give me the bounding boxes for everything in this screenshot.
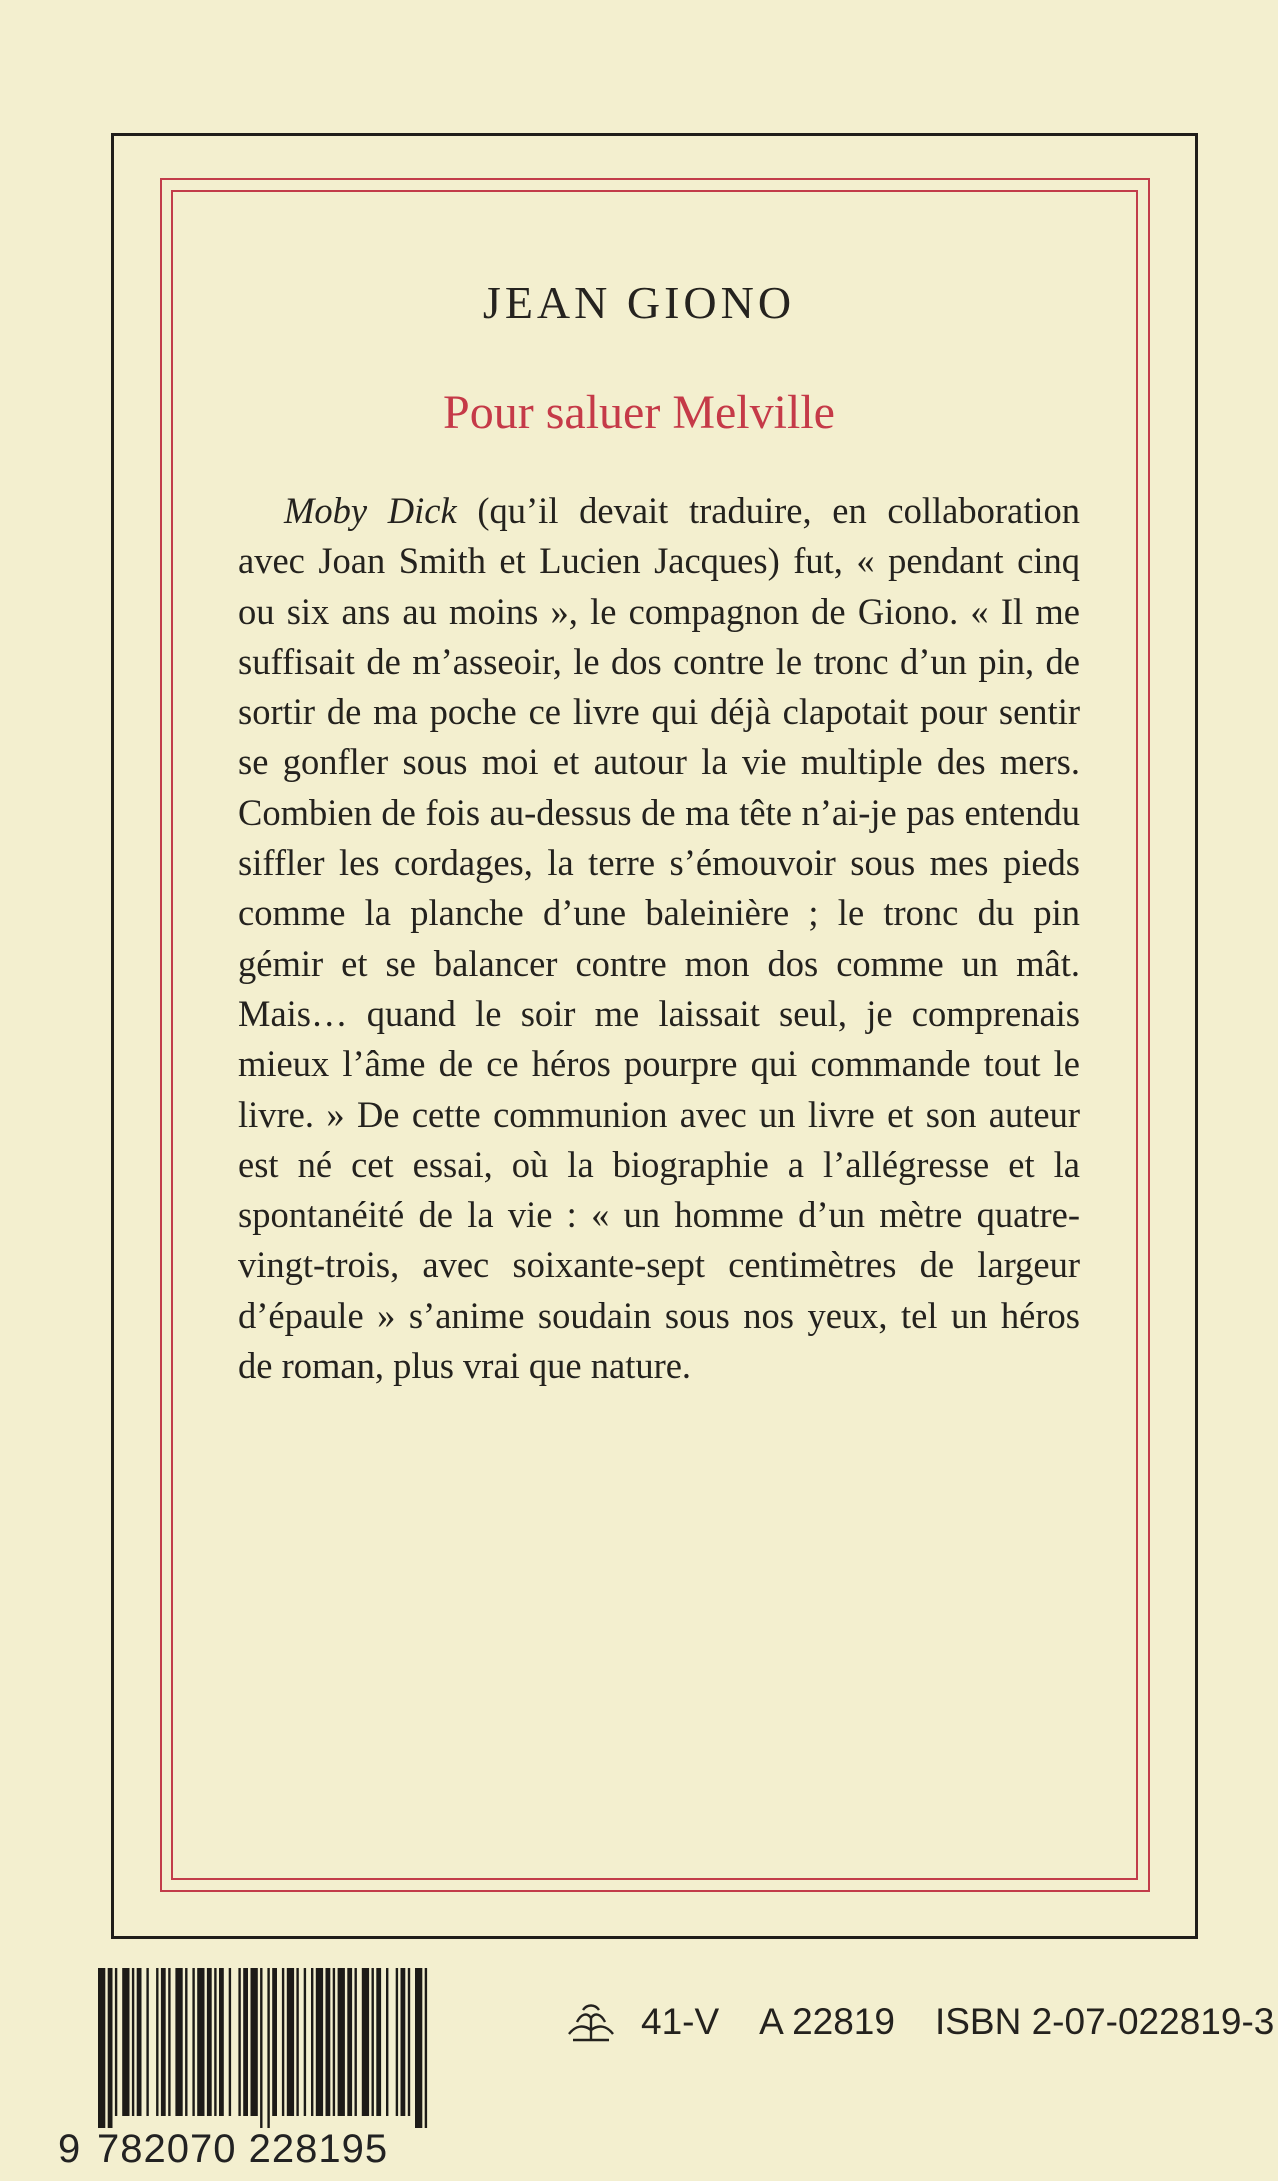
barcode-digits: 782070 228195 (97, 2127, 389, 2171)
barcode-bar (347, 1968, 352, 2116)
blurb-text (238, 486, 1080, 1391)
barcode-bar (396, 1968, 398, 2116)
barcode-bar (98, 1968, 105, 2128)
barcode-bar (243, 1968, 248, 2116)
barcode-bar (355, 1968, 357, 2116)
barcode-bar (304, 1968, 306, 2116)
barcode-bar (238, 1968, 240, 2116)
barcode-bar (267, 1968, 269, 2128)
isbn-number: ISBN 2-07-022819-3 (934, 2001, 1275, 2042)
book-title: Pour saluer Melville (443, 386, 835, 439)
barcode-bar (386, 1968, 388, 2116)
barcode-bar (137, 1968, 142, 2116)
barcode-bar (333, 1968, 335, 2116)
barcode-bar (156, 1968, 158, 2116)
barcode-bar (415, 1968, 422, 2128)
reference-number: A 22819 (759, 2001, 895, 2042)
barcode-bar (311, 1968, 313, 2116)
series-code: 41-V (641, 2001, 720, 2042)
barcode-bar (372, 1968, 374, 2116)
barcode-bar (296, 1968, 298, 2116)
barcode-bar (326, 1968, 331, 2116)
barcode-bar (214, 1968, 216, 2116)
barcode-bar (272, 1968, 277, 2116)
barcode-bar (197, 1968, 204, 2116)
barcode-bars (40, 1968, 430, 2128)
barcode-bar (122, 1968, 129, 2116)
barcode-bar (132, 1968, 134, 2116)
barcode-bar (115, 1968, 117, 2116)
barcode-bar (108, 1968, 113, 2128)
barcode-bar (260, 1968, 262, 2128)
barcode-bar (185, 1968, 187, 2116)
barcode-bar (408, 1968, 410, 2116)
barcode-bar (401, 1968, 406, 2116)
barcode-bar (316, 1968, 323, 2116)
barcode-bar (338, 1968, 345, 2116)
barcode-bar (207, 1968, 212, 2116)
blurb-body: (qu’il devait traduire, en collaboration avec Joan Smith et Lucien Jacques) fut, « pendant cinq ou six ans au moins », le compagnon de Giono. « Il me suffisait de m’asseoir, le dos contre le tronc d’un pin, de sortir de ma poche ce livre qui déjà clapotait pour sentir se gonfler sous moi et autour la vie multiple des mers. Combien de fois au-dessus de ma tête n’ai-je pas entendu siffler les cordages, la terre s’émouvoir sous mes pieds comme la planche d’une baleinière ; le tronc du pin gémir et se balancer contre mon dos comme un mât. Mais… quand le soir me laissait seul, je comprenais mieux l’âme de ce héros pourpre qui commande tout le livre. » De cette communion avec un livre et son auteur est né cet essai, où la biographie a l’allégresse et la spontanéité de la vie : « un homme d’un mètre quatre-vingt-trois, avec soixante-sept centimètres de largeur d’épaule » s’anime soudain sous nos yeux, tel un héros de roman, plus vrai que nature. (238, 490, 1080, 1387)
barcode-bar (175, 1968, 182, 2116)
barcode-bar (282, 1968, 284, 2116)
barcode-bar (425, 1968, 427, 2128)
barcode-bar (376, 1968, 381, 2116)
barcode-bar (362, 1968, 369, 2116)
barcode-bar (192, 1968, 194, 2116)
barcode-bar (287, 1968, 294, 2116)
barcode-bar (219, 1968, 224, 2116)
author-name: JEAN GIONO (482, 277, 796, 328)
barcode-lead-digit: 9 (58, 2127, 81, 2171)
publisher-meta-line (563, 2000, 1274, 2044)
barcode-bar (251, 1968, 258, 2116)
barcode-bar (161, 1968, 166, 2116)
publisher-logo-icon (563, 2000, 619, 2044)
barcode-bar (229, 1968, 231, 2116)
barcode-bar (146, 1968, 148, 2116)
blurb-italic-title: Moby Dick (284, 490, 457, 531)
barcode-bar (168, 1968, 170, 2116)
